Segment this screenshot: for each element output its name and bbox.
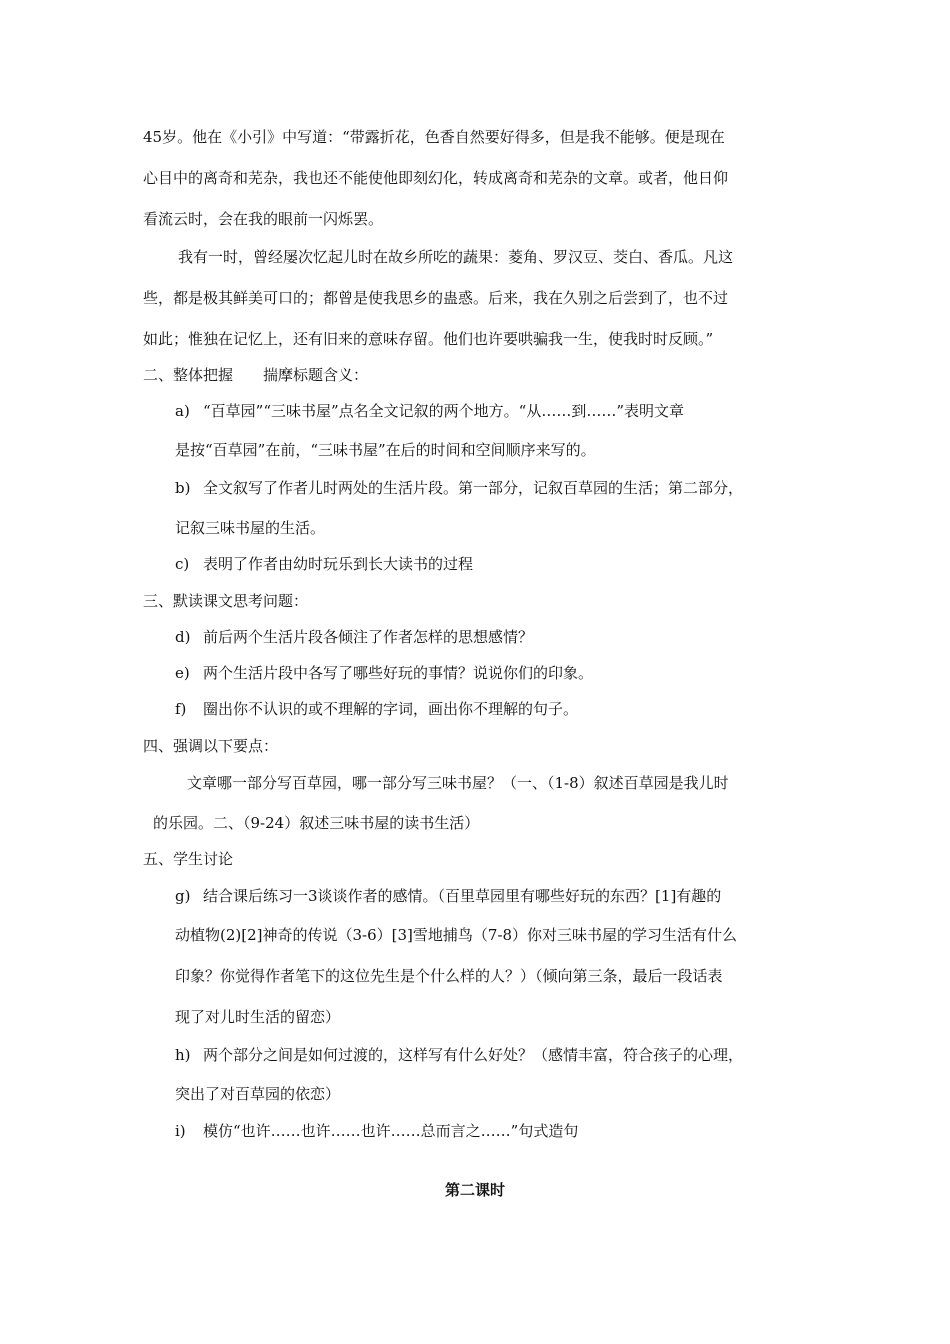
emphasis-line: 文章哪一部分写百草园，哪一部分写三味书屋？（一、（1-8）叙述百草园是我儿时	[187, 774, 729, 792]
list-item-marker: e)	[175, 664, 190, 682]
list-item	[175, 554, 473, 574]
list-item-text: 前后两个生活片段各倾注了作者怎样的思想感情？	[203, 628, 534, 646]
lesson-title: 第二课时	[444, 1181, 505, 1199]
list-item-text: 全文叙写了作者儿时两处的生活片段。第一部分，记叙百草园的生活；第二部分，	[203, 479, 744, 497]
list-item-continuation: 突出了对百草园的依恋）	[175, 1085, 341, 1103]
list-item-text: 模仿“也许……也许……也许……总而言之……”句式造句	[203, 1122, 579, 1140]
list-item	[175, 627, 533, 647]
list-item	[175, 699, 578, 719]
list-item-text: 两个生活片段中各写了哪些好玩的事情？说说你们的印象。	[203, 664, 594, 682]
section-heading: 四、强调以下要点：	[143, 737, 279, 755]
list-item	[175, 1121, 578, 1141]
list-item	[175, 478, 743, 498]
intro-line: 我有一时，曾经屡次忆起儿时在故乡所吃的蔬果：菱角、罗汉豆、茭白、香瓜。凡这	[178, 248, 734, 266]
intro-line: 心目中的离奇和芜杂，我也还不能使他即刻幻化，转成离奇和芜杂的文章。或者，他日仰	[143, 169, 729, 187]
list-item-continuation: 印象？你觉得作者笔下的这位先生是个什么样的人？）（倾向第三条，最后一段话表	[175, 967, 723, 985]
intro-line: 如此；惟独在记忆上，还有旧来的意味存留。他们也许要哄骗我一生，使我时时反顾。”	[143, 330, 714, 348]
intro-line: 45岁。他在《小引》中写道：“带露折花，色香自然要好得多，但是我不能够。便是现在	[143, 128, 725, 146]
list-item	[175, 1045, 743, 1065]
section-heading: 二、整体把握 揣摩标题含义：	[143, 366, 369, 384]
list-item-continuation: 是按“百草园”在前，“三味书屋”在后的时间和空间顺序来写的。	[175, 441, 596, 459]
list-item-continuation: 动植物(2)[2]神奇的传说（3-6）[3]雪地捕鸟（7-8）你对三味书屋的学习生活有什么	[175, 926, 738, 944]
list-item-marker: d)	[175, 628, 191, 646]
list-item-marker: a)	[175, 402, 190, 420]
list-item-marker: i)	[175, 1122, 186, 1140]
list-item-text: 结合课后练习一3谈谈作者的感情。（百里草园里有哪些好玩的东西？[1]有趣的	[203, 887, 722, 905]
list-item-continuation: 现了对儿时生活的留恋）	[175, 1008, 341, 1026]
section-heading: 三、默读课文思考问题：	[143, 592, 309, 610]
intro-line: 些，都是极其鲜美可口的；都曾是使我思乡的蛊惑。后来，我在久别之后尝到了，也不过	[143, 289, 729, 307]
list-item-text: 两个部分之间是如何过渡的，这样写有什么好处？（感情丰富，符合孩子的心理，	[203, 1046, 744, 1064]
intro-line: 看流云时，会在我的眼前一闪烁罢。	[143, 210, 384, 228]
list-item-text: 表明了作者由幼时玩乐到长大读书的过程	[203, 555, 474, 573]
list-item	[175, 401, 684, 421]
list-item	[175, 886, 721, 906]
list-item-marker: g)	[175, 887, 191, 905]
list-item-marker: f)	[175, 700, 187, 718]
list-item	[175, 663, 593, 683]
emphasis-line: 的乐园。二、（9-24）叙述三味书屋的读书生活）	[153, 814, 480, 832]
list-item-marker: c)	[175, 555, 190, 573]
list-item-marker: b)	[175, 479, 191, 497]
list-item-text: 圈出你不认识的或不理解的字词，画出你不理解的句子。	[203, 700, 579, 718]
section-heading: 五、学生讨论	[143, 850, 234, 868]
list-item-text: “百草园”“三味书屋”点名全文记叙的两个地方。“从……到……”表明文章	[203, 402, 685, 420]
list-item-continuation: 记叙三味书屋的生活。	[175, 519, 326, 537]
list-item-marker: h)	[175, 1046, 191, 1064]
